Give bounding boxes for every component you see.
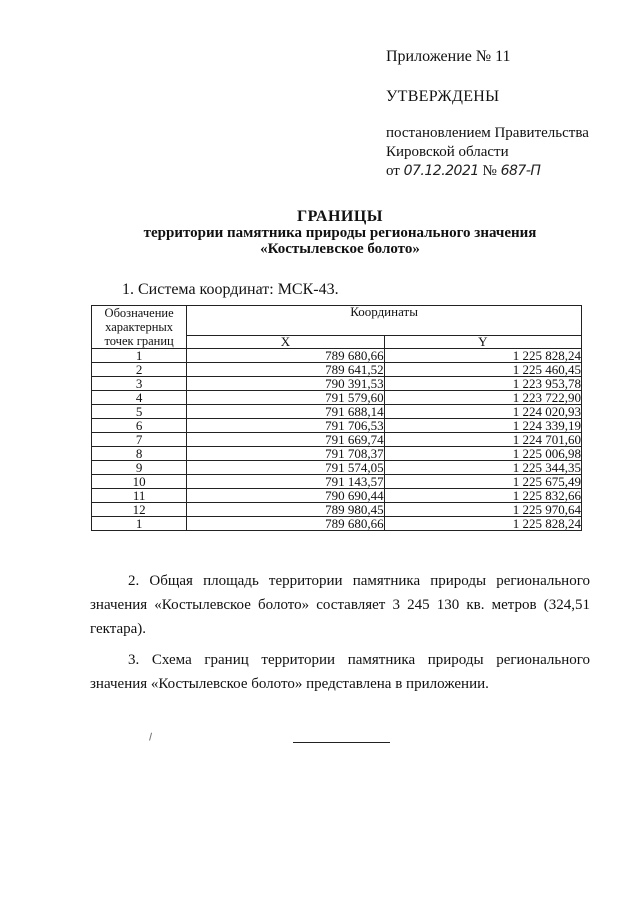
end-separator-line <box>293 742 390 743</box>
point-cell: 8 <box>92 447 187 461</box>
x-cell: 791 708,37 <box>187 447 384 461</box>
point-cell: 12 <box>92 503 187 517</box>
y-cell: 1 225 970,64 <box>384 503 581 517</box>
decree-line-2: Кировской области <box>386 144 509 160</box>
coordinates-column-header: Координаты <box>187 306 582 336</box>
table-row <box>92 349 582 363</box>
scan-mark <box>149 733 155 742</box>
y-cell: 1 225 460,45 <box>384 363 581 377</box>
point-cell: 1 <box>92 517 187 531</box>
x-cell: 789 680,66 <box>187 517 384 531</box>
table-row <box>92 419 582 433</box>
approved-label: УТВЕРЖДЕНЫ <box>386 88 500 105</box>
annex-number: Приложение № 11 <box>386 48 511 65</box>
y-cell: 1 224 339,19 <box>384 419 581 433</box>
y-cell: 1 223 722,90 <box>384 391 581 405</box>
y-cell: 1 225 828,24 <box>384 517 581 531</box>
y-cell: 1 225 832,66 <box>384 489 581 503</box>
table-row <box>92 391 582 405</box>
area-paragraph: 2. Общая площадь территории памятника природы регионального значения «Костылевское болото» составляет 3 245 130 кв. метров (324,51 гектара). <box>90 573 590 637</box>
y-cell: 1 225 675,49 <box>384 475 581 489</box>
point-cell: 11 <box>92 489 187 503</box>
x-cell: 791 706,53 <box>187 419 384 433</box>
decree-number-label: № <box>482 163 497 179</box>
y-cell: 1 225 006,98 <box>384 447 581 461</box>
table-row <box>92 363 582 377</box>
y-cell: 1 224 020,93 <box>384 405 581 419</box>
title-line-3: «Костылевское болото» <box>260 241 420 257</box>
point-cell: 4 <box>92 391 187 405</box>
title-line-2: территории памятника природы регионального значения <box>143 225 537 241</box>
table-row <box>92 517 582 531</box>
table-row <box>92 475 582 489</box>
coordinates-table-body <box>92 349 582 531</box>
x-cell: 790 391,53 <box>187 377 384 391</box>
table-row <box>92 461 582 475</box>
decree-reference <box>386 124 589 181</box>
point-cell: 9 <box>92 461 187 475</box>
scheme-paragraph: 3. Схема границ территории памятника природы регионального значения «Костылевское болото» представлена в приложении. <box>90 652 590 692</box>
point-column-header: Обозначение характерных точек границ <box>92 306 187 349</box>
point-cell: 2 <box>92 363 187 377</box>
table-row <box>92 433 582 447</box>
x-cell: 791 579,60 <box>187 391 384 405</box>
table-row <box>92 503 582 517</box>
coordinate-system-heading: 1. Система координат: МСК-43. <box>122 281 339 298</box>
x-cell: 791 688,14 <box>187 405 384 419</box>
table-row <box>92 489 582 503</box>
y-cell: 1 225 828,24 <box>384 349 581 363</box>
y-cell: 1 223 953,78 <box>384 377 581 391</box>
decree-line-1: постановлением Правительства <box>386 125 589 141</box>
x-cell: 789 980,45 <box>187 503 384 517</box>
x-cell: 789 680,66 <box>187 349 384 363</box>
table-row <box>92 405 582 419</box>
point-cell: 7 <box>92 433 187 447</box>
y-cell: 1 224 701,60 <box>384 433 581 447</box>
y-column-header: Y <box>384 336 581 349</box>
x-cell: 790 690,44 <box>187 489 384 503</box>
decree-number: 687-П <box>500 163 541 179</box>
point-cell: 10 <box>92 475 187 489</box>
point-cell: 1 <box>92 349 187 363</box>
x-cell: 791 143,57 <box>187 475 384 489</box>
x-column-header: X <box>187 336 384 349</box>
x-cell: 789 641,52 <box>187 363 384 377</box>
decree-date: 07.12.2021 <box>403 163 479 179</box>
table-row <box>92 447 582 461</box>
table-row <box>92 377 582 391</box>
document-title <box>60 209 620 257</box>
decree-line-3 <box>386 162 589 181</box>
point-cell: 6 <box>92 419 187 433</box>
decree-prefix: от <box>386 163 400 179</box>
point-cell: 5 <box>92 405 187 419</box>
y-cell: 1 225 344,35 <box>384 461 581 475</box>
x-cell: 791 669,74 <box>187 433 384 447</box>
x-cell: 791 574,05 <box>187 461 384 475</box>
point-cell: 3 <box>92 377 187 391</box>
title-main: ГРАНИЦЫ <box>296 208 383 225</box>
coordinates-table <box>91 305 582 531</box>
